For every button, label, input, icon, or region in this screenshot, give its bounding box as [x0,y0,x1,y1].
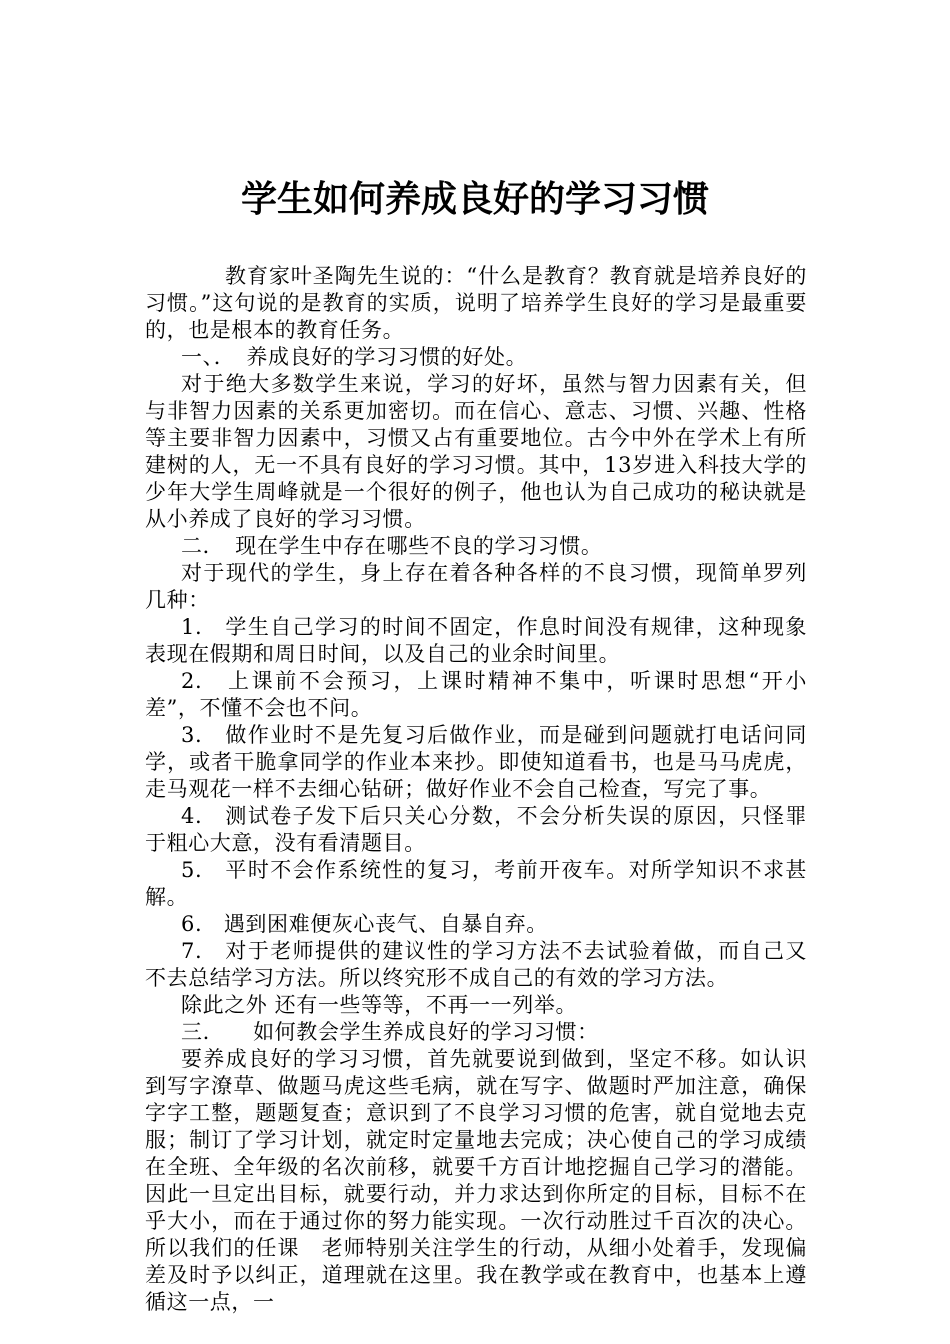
list-item-4: 4. 测试卷子发下后只关心分数，不会分析失误的原因，只怪罪于粗心大意，没有看清题目。 [145,804,807,855]
section-heading-3: 三. 如何教会学生养成良好的学习习惯： [181,1020,599,1044]
list-item-5: 5. 平时不会作系统性的复习，考前开夜车。对所学知识不求甚解。 [145,858,807,909]
list-item-3: 3. 做作业时不是先复习后做作业，而是碰到问题就打电话问同学，或者干脆拿同学的作业本来抄。即使知道看书，也是马马虎虎，走马观花一样不去细心钻研；做好作业不会自己检查，写完了事。 [145,723,807,801]
paragraph-bad-habits-intro: 对于现代的学生，身上存在着各种各样的不良习惯，现简单罗列几种： [145,561,807,612]
list-item-6: 6. 遇到困难便灰心丧气、自暴自弃。 [181,912,548,936]
paragraph-benefits: 对于绝大多数学生来说，学习的好坏，虽然与智力因素有关，但与非智力因素的关系更加密切。而在信心、意志、习惯、兴趣、性格等主要非智力因素中，习惯又占有重要地位。古今中外在学术上有所建树的人，无一不具有良好的学习习惯。其中，13岁进入科技大学的少年大学生周峰就是一个很好的例子，他也认为自己成功的秘诀就是从小养成了良好的学习习惯。 [145,372,807,531]
list-item-2: 2. 上课前不会预习，上课时精神不集中，听课时思想“开小差”，不懂不会也不问。 [145,669,807,720]
paragraph-how-to: 要养成良好的学习习惯，首先就要说到做到，坚定不移。如认识到写字潦草、做题马虎这些毛病，就在写字、做题时严加注意，确保字字工整，题题复查；意识到了不良学习习惯的危害，就自觉地去克服；制订了学习计划，就定时定量地去完成；决心使自己的学习成绩在全班、全年级的名次前移，就要千方百计地挖掘自己学习的潜能。因此一旦定出目标，就要行动，并力求达到你所定的目标，目标不在乎大小，而在于通过你的努力能实现。一次行动胜过千百次的决心。所以我们的任课 老师特别关注学生的行动，从细小处着手，发现偏差及时予以纠正，道理就在这里。我在教学或在教育中，也基本上遵循这一点，一 [145,1047,807,1314]
paragraph-intro: 教育家叶圣陶先生说的：“什么是教育？教育就是培养良好的习惯。”这句说的是教育的实质，说明了培养学生良好的学习是最重要的，也是根本的教育任务。 [145,264,807,342]
document-title: 学生如何养成良好的学习习惯 [240,179,709,220]
list-item-7: 7. 对于老师提供的建议性的学习方法不去试验着做，而自己又不去总结学习方法。所以终究形不成自己的有效的学习方法。 [145,939,807,990]
section-heading-1: 一、． 养成良好的学习习惯的好处。 [181,345,528,369]
paragraph-etc: 除此之外 还有一些等等，不再一一列举。 [181,993,578,1017]
section-heading-2: 二． 现在学生中存在哪些不良的学习习惯。 [181,534,603,558]
document-body [145,263,807,1316]
list-item-1: 1. 学生自己学习的时间不固定，作息时间没有规律，这种现象表现在假期和周日时间，以及自己的业余时间里。 [145,615,807,666]
